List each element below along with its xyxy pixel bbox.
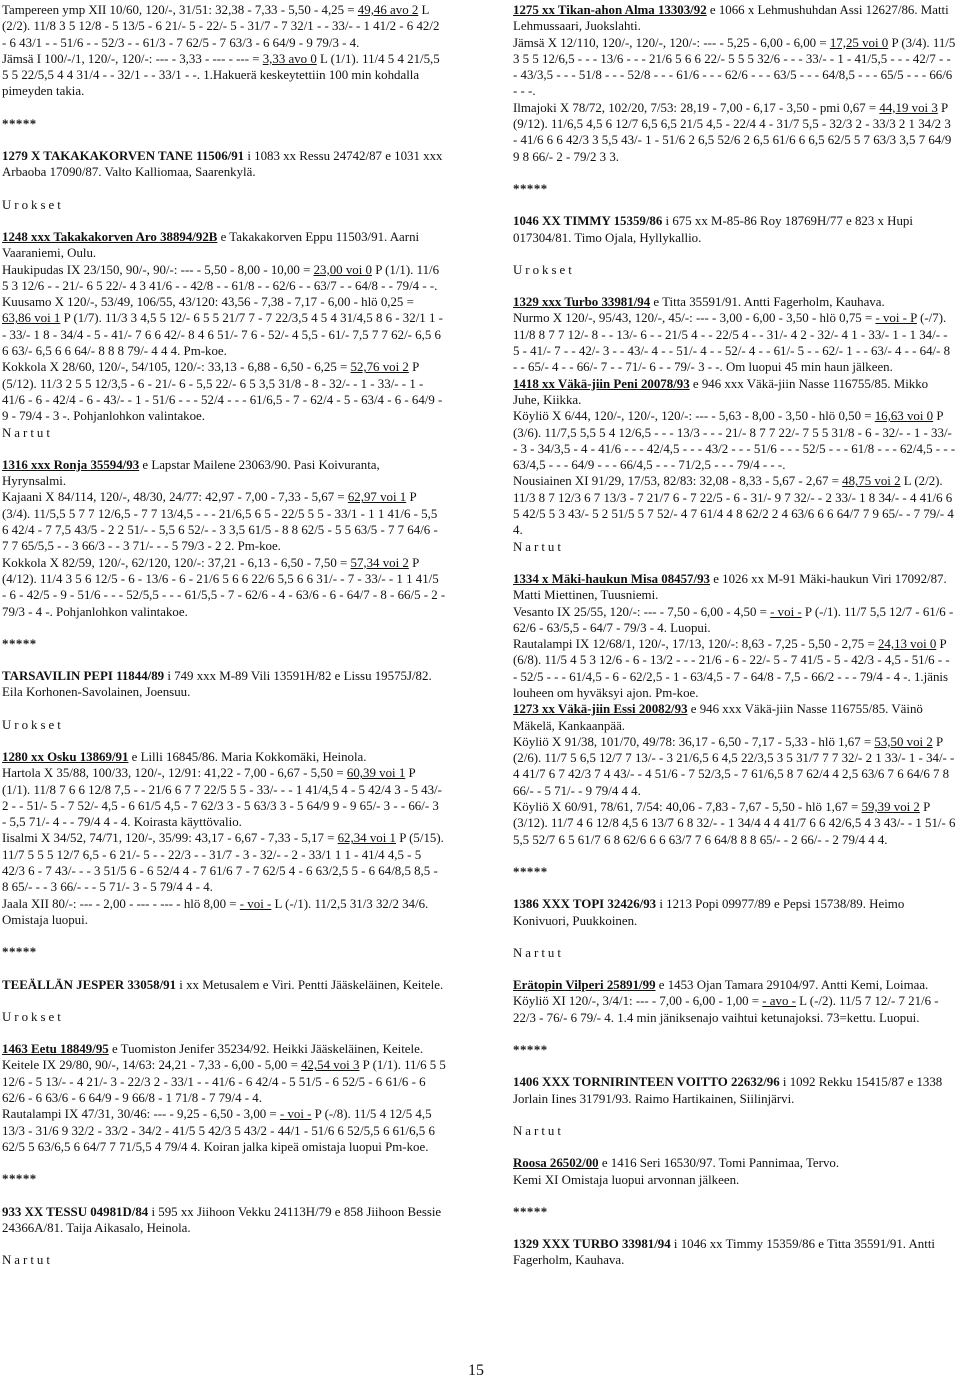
text-paragraph [2,148,446,181]
spacer [2,441,446,457]
section-label [2,197,446,213]
text-paragraph [2,977,446,993]
section-label [513,1123,957,1139]
spacer [513,848,957,864]
dog-heading: 933 XX TESSU 04981D/84 [2,1204,149,1219]
text-run: Kajaani X 84/114, 120/-, 48/30, 24/77: 42,97 - 7,00 - 7,33 - 5,67 = [2,490,348,505]
text-paragraph [513,701,957,734]
dog-heading: TEEÄLLÄN JESPER 33058/91 [2,977,177,992]
text-paragraph [2,1204,446,1237]
text-paragraph [513,1172,957,1188]
text-run: Kuusamo X 120/-, 53/49, 106/55, 43/120: 43,56 - 7,38 - 7,17 - 6,00 - hlö 0,25 = [2,295,414,310]
section-separator [513,1204,957,1220]
text-paragraph [2,2,446,51]
dog-heading: 1334 x Mäki-haukun Misa 08457/93 [513,571,710,586]
section-separator [513,864,957,880]
spacer [2,132,446,148]
dog-heading: 1280 xx Osku 13869/91 [2,749,129,764]
score-result: - voi - [770,604,802,619]
text-run: Tampereen ymp XII 10/60, 120/-, 31/51: 32,38 - 7,33 - 5,50 - 4,25 = [2,3,358,17]
section-separator [2,116,446,132]
text-run: ***** [2,945,37,960]
dog-heading: 1248 xxx Takakakorven Aro 38894/92B [2,229,218,244]
text-paragraph [513,571,957,604]
score-result: 24,13 voi 0 [877,637,937,652]
spacer [513,961,957,977]
text-run: Köyliö X 60/91, 78/61, 7/54: 40,06 - 7,83 - 7,67 - 5,50 - hlö 1,67 = [513,800,862,815]
text-paragraph [2,457,446,490]
dog-heading: 1279 X TAKAKAKORVEN TANE 11506/91 [2,149,245,164]
text-run: e Titta 35591/91. Antti Fagerholm, Kauhava. [650,295,885,310]
text-run: Keitele IX 29/80, 90/-, 14/63: 24,21 - 7,33 - 6,00 - 5,00 = [2,1058,302,1073]
text-paragraph [2,896,446,929]
text-paragraph [513,213,957,246]
text-run: P (3/4). 11/5 3 5 5 12/6,5 - - - 13/6 - - - 21/6 5 6 6 22/- 5 5 5 32/6 - - - 33/- - 1 - 41/5,5 - - - 42/7 - - - 43/3,5 - - - 51/8 - - - 52/8 - - - 61/6 - - - 62/6 - - - 63/5 - - - 64/8,5 - - - 65/5 - - - 66/6 - - -. [513,35,956,99]
text-run: P (5/12). 11/3 2 5 5 12/3,5 - 6 - 21/- 6 - 5,5 22/- 6 5 3,5 31/8 - 8 - 32/- - 1 - 33/- - 1 - 41/6 - 6 - 42/4 - 6 - 43/- - 1 - 51/6 - - - 52/4 - - - 61/6,5 - 7 - 62/4 - 5 - 63/4 - 6 - 64/9 - 9 - 79/4 - 3 -. Pohjanlohkon valintakoe. [2,360,443,424]
text-run: e 1026 xx M-91 Mäki-haukun Viri 17092/87. Matti Miettinen, Tuusniemi. [513,571,947,603]
text-run: L (1/1). 11/4 5 4 21/5,5 5 5 22/5,5 4 4 31/4 - - 32/1 - - 33/1 - -. 1.Hakuerä keskeytettiin 100 min kohdalla pimeyden takia. [2,51,440,99]
spacer [513,1026,957,1042]
score-result: 48,75 voi 2 [842,474,901,489]
spacer [2,961,446,977]
section-label [2,425,446,441]
text-run: P (3/12). 11/7 4 6 12/8 4,5 6 13/7 6 8 32/- - 1 34/4 4 4 41/7 6 6 42/6,5 4 3 43/- - 1 51/- 6 5,5 52/7 6 5 61/7 6 8 62/6 6 6 63/7 7 6 64/8 8 8 65/- - 2 66/- - 2 79/4 4 4. [513,800,956,847]
text-paragraph [513,376,957,409]
score-result: 3,33 avo 0 [262,51,317,66]
spacer [2,181,446,197]
text-run: P (1/7). 11/3 3 4,5 5 12/- 6 5 5 21/7 7 - 7 22/3,5 4 5 4 31/4,5 8 6 - 32/1 1 - - 33/- 1 8 - 34/4 - 5 - 41/- 7 6 6 42/- 8 4 6 51/- 7 6 - 52/- 4 5,5 - 61/- 7,5 7 7 62/- 6,5 6 6 63/- 6,5 6 6 64/- 8 8 8 79/- 4 4 4. Pm-koe. [2,311,443,359]
text-run: Ilmajoki X 78/72, 102/20, 7/53: 28,19 - 7,00 - 6,17 - 3,50 - pmi 0,67 = [513,100,880,115]
dog-heading: 1418 xx Väkä-jiin Peni 20078/93 [513,376,690,391]
text-run: i 1083 xx Ressu 24742/87 e 1031 xxx Arbaoba 17090/87. Valto Kalliomaa, Saarenkylä. [2,149,443,180]
text-run: ***** [2,636,37,651]
text-paragraph [513,473,957,538]
score-result: 62,34 voi 1 [337,831,396,846]
text-paragraph [513,896,957,929]
text-run: e Tuomiston Jenifer 35234/92. Heikki Jääskeläinen, Keitele. [108,1042,424,1057]
text-paragraph [2,489,446,554]
text-run: Haukipudas IX 23/150, 90/-, 90/-: --- - 5,50 - 8,00 - 10,00 = [2,262,314,277]
spacer [2,1155,446,1171]
section-label [2,1252,446,1268]
text-run: ***** [513,864,548,879]
text-run: Rautalampi IX 47/31, 30/46: --- - 9,25 - 6,50 - 3,00 = [2,1107,280,1122]
score-result: 62,97 voi 1 [347,490,407,505]
text-run: L (-/2). 11/5 7 12/- 7 21/6 - 22/3 - 76/- 6 79/- 4. 1.4 min jäniksenajo vaihtui ketunajoksi. 73=kettu. Luopui. [513,994,939,1025]
text-run: Hartola X 35/88, 100/33, 120/-, 12/91: 41,22 - 7,00 - 6,67 - 5,50 = [2,766,347,781]
text-run: Urokset [513,262,575,277]
text-paragraph [2,830,446,895]
score-result: 17,25 voi 0 [829,35,889,50]
text-run: e Lapstar Mailene 23063/90. Pasi Koivuranta, Hyrynsalmi. [2,457,380,489]
text-run: Köyliö XI 120/-, 3/4/1: --- - 7,00 - 6,00 - 1,00 = [513,994,763,1009]
text-run: P (2/6). 11/7 5 6,5 12/7 7 13/- - 3 21/6,5 6 4,5 22/3,5 3 5 31/7 7 7 32/- 2 1 33/- 1 - 34/- - 4 41/7 6 7 42/3 7 4 43/- - 4 51/6 - 7 52/3,5 - 7 61/6,5 8 7 62/4 4 2,5 63/6 7 6 64/6 7 8 66/- - 5 71/- - 9 79/4 4 4. [513,734,955,798]
text-run: e Takakakorven Eppu 11503/91. Aarni Vaaraniemi, Oulu. [2,229,420,261]
section-separator [2,636,446,652]
text-paragraph [2,765,446,830]
text-run: i 595 xx Jiihoon Vekku 24113H/79 e 858 Jiihoon Bessie 24366A/81. Taija Aikasalo, Heinola. [2,1204,442,1235]
text-run: Urokset [2,197,64,212]
text-run: e 946 xxx Väkä-jiin Nasse 116755/85. Väinö Mäkelä, Kankaanpää. [513,702,923,733]
section-label [513,539,957,555]
spacer [2,1236,446,1252]
spacer [513,165,957,181]
text-paragraph [2,668,446,701]
text-run: Kemi XI Omistaja luopui arvonnan jälkeen. [513,1172,740,1187]
text-paragraph [513,2,957,35]
score-result: 49,46 avo 2 [357,3,419,17]
text-run: i xx Metusalem e Viri. Pentti Jääskeläinen, Keitele. [176,977,444,992]
spacer [2,100,446,116]
spacer [513,246,957,262]
text-run: Urokset [2,1009,64,1024]
right-column [513,2,957,1269]
text-run: P (1/1). 11/6 5 5 12/6 - 5 13/- - 4 21/- 3 - 22/3 2 - 33/1 - - 41/6 - 6 42/4 - 5 51/5 - 6 52/5 - 6 61/6 - 6 62/6 - 6 63/6 - 6 64/9 - 9 66/8 - 1 71/8 - 7 79/4 - 4. [2,1058,446,1106]
spacer [2,993,446,1009]
spacer [2,701,446,717]
spacer [2,1025,446,1041]
score-result: 57,34 voi 2 [350,555,409,570]
dog-heading: Erätopin Vilperi 25891/99 [513,978,656,993]
dog-heading: TARSAVILIN PEPI 11844/89 [2,669,165,684]
text-run: i 1213 Popi 09977/89 e Pepsi 15738/89. Heimo Konivuori, Puukkoinen. [513,897,905,928]
spacer [513,1058,957,1074]
text-paragraph [513,799,957,848]
text-paragraph [513,1074,957,1107]
spacer [2,1188,446,1204]
text-run: Kokkola X 82/59, 120/-, 62/120, 120/-: 37,21 - 6,13 - 6,50 - 7,50 = [2,555,351,570]
score-result: 44,19 voi 3 [879,100,938,115]
text-run: Köyliö X 91/38, 101/70, 49/78: 36,17 - 6,50 - 7,17 - 5,33 - hlö 1,67 = [513,734,875,749]
spacer [513,1139,957,1155]
text-run: L (2/2). 11/3 8 7 12/3 6 7 13/3 - 7 21/7 6 - 7 22/5 - 6 - 31/- 9 7 32/- - 2 33/- 1 8 34/- - 4 41/6 6 5 42/5 5 3 43/- 5 2 51/5 5 7 52/- 4 7 61/4 4 8 62/2 2 4 63/6 6 6 64/7 7 9 65/- - 7 79/- 4 4. [513,474,954,538]
dog-heading: 1329 xxx Turbo 33981/94 [513,295,651,310]
text-paragraph [2,51,446,100]
section-separator [513,181,957,197]
text-run: P (6/8). 11/5 4 5 3 12/6 - 6 - 13/2 - - - 21/6 - 6 - 22/- 5 - 7 41/5 - 5 - 42/3 - 4,5 - 51/6 - - - 52/5 - - - 61/4,5 - 6 - 62/2,5 - 1 - 63/4,5 - 7 - 64/8 - 7,5 - 66/2 - - - 79/4 - 4 -. 1.jänis louheen om hyväksyi ajon. Pm-koe. [513,637,950,700]
text-run: (-/7). 11/8 8 7 7 12/- 8 - - 13/- 6 - - 21/5 4 - - 22/5 4 - - 31/- 4 2 - 32/- 4 1 - 33/- 1 - 1 34/- - 5 - 41/- 7 - - 42/- 3 - - 43/- 4 - - 51/- 4 - - 52/- 4 - - 61/- 5 - - 62/- 1 - - 63/- 4 - - 64/- 8 - - 65/- 4 - - 66/- 7 - - 71/- 6 - - 79/- 3 - -. Om luopui 45 min haun jälkeen. [513,311,951,375]
spacer [2,652,446,668]
spacer [513,1188,957,1204]
spacer [513,1220,957,1236]
spacer [513,929,957,945]
text-run: P (1/1). 11/6 5 3 12/6 - - 21/- 6 5 22/- 4 3 41/6 - - 42/8 - - 61/8 - - 62/6 - - 63/7 - - 64/8 - - 79/4 - -. [2,262,440,293]
text-run: Jaala XII 80/-: --- - 2,00 - --- - --- - hlö 8,00 = [2,896,240,911]
text-paragraph [513,993,957,1026]
text-run: P (-/8). 11/5 4 12/5 4,5 13/3 - 31/6 9 32/2 - 33/2 - 34/2 - 41/5 5 42/3 5 43/2 - 44/1 - 51/6 6 52/5,5 6 61/6,5 6 62/5 5 63/6,5 6 64/7 7 71/5,5 4 79/4 4. Koiran jalka kipeä omistaja luopui Pm-koe. [2,1107,435,1154]
text-run: Köyliö X 6/44, 120/-, 120/-, 120/-: --- - 5,63 - 8,00 - 3,50 - hlö 0,50 = [513,409,875,424]
dog-heading: 1406 XXX TORNIRINTEEN VOITTO 22632/96 [513,1075,780,1090]
text-run: ***** [2,116,37,131]
spacer [513,880,957,896]
text-run: ***** [513,1043,548,1058]
page-number: 15 [468,1362,484,1379]
text-paragraph [2,555,446,620]
text-paragraph [2,1057,446,1106]
score-result: 16,63 voi 0 [874,409,934,424]
score-result: 60,39 voi 1 [346,766,406,781]
text-run: Iisalmi X 34/52, 74/71, 120/-, 35/99: 43,17 - 6,67 - 7,33 - 5,17 = [2,831,338,846]
text-paragraph [2,359,446,424]
text-paragraph [2,1106,446,1155]
spacer [2,213,446,229]
text-run: P (9/12). 11/6,5 4,5 6 12/7 6,5 6,5 21/5 4,5 - 22/4 4 - 31/7 5,5 - 32/3 2 - 33/3 2 1 34/2 3 - 41/6 6 6 42/3 3 5,5 43/- 1 - 51/6 2 6,5 52/6 2 6,5 61/6 6 6,5 62/5 5 7 63/3 3,5 7 64/9 9 8 66/- 2 - 79/2 3 3. [513,100,952,164]
text-run: P (3/6). 11/7,5 5,5 5 4 12/6,5 - - - 13/3 - - - 21/- 8 7 7 22/- 7 5 5 31/8 - 6 - 32/- - 1 - 33/- - 3 - 34/3,5 - 4 - 41/6 - - - 42/4,5 - - - 43/2 - - - 51/6 - - - 52/5 - - - 61/8 - - - 62/4,5 - - - 63/4,5 - - - 64/9 - - - 66/4,5 - - - 71/2,5 - - - 79/4 - - -. [513,409,956,473]
score-result: - avo - [762,994,796,1009]
dog-heading: 1273 xx Väkä-jiin Essi 20082/93 [513,702,688,717]
text-run: ***** [513,181,548,196]
score-result: - voi - [279,1107,312,1122]
text-run: i 1092 Rekku 15415/87 e 1338 Jorlain Iines 31791/93. Raimo Hartikainen, Siilinjärvi. [513,1075,943,1106]
text-run: Nartut [513,945,564,960]
dog-heading: Roosa 26502/00 [513,1156,599,1171]
spacer [2,620,446,636]
text-run: e 946 xxx Väkä-jiin Nasse 116755/85. Mikko Juhe, Kiikka. [513,376,929,407]
text-run: P (-/1). 11/7 5,5 12/7 - 61/6 - 62/6 - 63/5,5 - 64/7 - 79/3 - 4. Luopui. [513,604,954,635]
left-column [2,2,446,1268]
text-run: Nousiainen XI 91/29, 17/53, 82/83: 32,08 - 8,33 - 5,67 - 2,67 = [513,474,843,489]
text-run: ***** [2,1172,37,1187]
text-run: e 1453 Ojan Tamara 29104/97. Antti Kemi, Loimaa. [655,978,929,993]
text-run: ***** [513,1204,548,1219]
score-result: 42,54 voi 3 [301,1058,360,1073]
text-paragraph [513,604,957,637]
text-run: i 1046 xx Timmy 15359/86 e Titta 35591/91. Antti Fagerholm, Kauhava. [513,1237,935,1268]
text-run: Urokset [2,717,64,732]
section-label [2,717,446,733]
spacer [513,278,957,294]
dog-heading: 1275 xx Tikan-ahon Alma 13303/92 [513,3,707,17]
text-run: i 749 xxx M-89 Vili 13591H/82 e Lissu 19575J/82. Eila Korhonen-Savolainen, Joensuu. [2,669,432,700]
text-paragraph [2,1041,446,1057]
text-paragraph [513,977,957,993]
text-paragraph [513,310,957,375]
text-run: Nurmo X 120/-, 95/43, 120/-, 45/-: --- - 3,00 - 6,00 - 3,50 - hlö 0,75 = [513,311,876,326]
text-run: Rautalampi IX 12/68/1, 120/-, 17/13, 120/-: 8,63 - 7,25 - 5,50 - 2,75 = [513,637,878,652]
text-paragraph [2,749,446,765]
text-run: i 675 xx M-85-86 Roy 18769H/77 e 823 x Hupi 017304/81. Timo Ojala, Hyllykallio. [513,214,913,245]
text-run: Kokkola X 28/60, 120/-, 54/105, 120/-: 33,13 - 6,88 - 6,50 - 6,25 = [2,360,351,375]
text-paragraph [513,734,957,799]
section-label [513,945,957,961]
text-run: P (5/15). 11/7 5 5 5 12/7 6,5 - 6 21/- 5 - - 22/3 - - 31/7 - 3 - 32/- - 2 - 33/1 1 1 - 41/4 4,5 - 5 42/3 6 - 7 43/- - - 3 51/5 6 - 6 52/4 4 - 7 61/6 7 - 7 62/5 4 - 6 63/2,5 5 - 6 64/8,5 8,5 - 8 65/- - - 3 66/- - - 5 71/- 3 - 5 79/4 4 - 4. [2,831,444,895]
text-paragraph [2,229,446,262]
spacer [513,197,957,213]
spacer [513,555,957,571]
dog-heading: 1386 XXX TOPI 32426/93 [513,897,657,912]
score-result: 59,39 voi 2 [861,800,920,815]
text-paragraph [513,1155,957,1171]
text-run: Nartut [513,539,564,554]
text-run: Nartut [2,425,53,440]
score-result: - voi - P [875,311,917,326]
text-run: P (3/4). 11/5,5 5 7 7 12/6,5 - 7 7 13/4,5 - - - 21/6,5 6 5 - 22/5 5 5 - 33/1 - 1 1 41/6 - 5,5 6 42/4 - 7 7,5 43/5 - 2 2 51/- - 5,5 6 52/- - 3 3,5 61/5 - 8 8 62/5 - 5 5 63/5 - 7 7 64/6 - 7 7 65/5,5 - - 3 66/3 - - 3 71/- - - 5 79/3 - 2 2. Pm-koe. [2,490,438,554]
section-separator [2,1171,446,1187]
score-result: 52,76 voi 2 [350,360,409,375]
score-result: 23,00 voi 0 [313,262,372,277]
section-label [513,262,957,278]
score-result: - voi - [239,896,272,911]
text-run: L (-/1). 11/2,5 31/3 32/2 34/6. Omistaja luopui. [2,896,429,927]
section-separator [2,944,446,960]
dog-heading: 1046 XX TIMMY 15359/86 [513,214,663,229]
text-run: L (2/2). 11/8 3 5 12/8 - 5 13/5 - 6 21/- 5 - 22/- 5 - 31/7 - 7 32/1 - - 33/- - 1 41/2 - 6 42/2 - 6 43/1 - - 51/6 - - 52/3 - - 61/3 - 7 62/5 - 7 63/3 - 6 64/9 - 9 79/3 - 4. [2,3,440,50]
text-run: Vesanto IX 25/55, 120/-: --- - 7,50 - 6,00 - 4,50 = [513,604,771,619]
text-run: e 1416 Seri 16530/97. Tomi Pannimaa, Tervo. [598,1156,840,1171]
text-run: e 1066 x Lehmushuhdan Assi 12627/86. Matti Lehmussaari, Juokslahti. [513,3,949,34]
text-run: e Lilli 16845/86. Maria Kokkomäki, Heinola. [128,749,367,764]
dog-heading: 1329 XXX TURBO 33981/94 [513,1237,671,1252]
spacer [513,1107,957,1123]
text-run: Jämsä X 12/110, 120/-, 120/-, 120/-: --- - 5,25 - 6,00 - 6,00 = [513,35,830,50]
text-run: P (1/1). 11/8 7 6 6 12/8 7,5 - - 21/6 6 7 7 22/5 5 5 - 33/- - - 1 41/4,5 4 - 5 42/4 3 - 5 43/- 2 - - 51/- 5 - 7 52/- 4,5 - 6 61/5 4,5 - 7 62/3 3 - 5 63/3 3 - 5 64/9 9 - 9 65/- 3 - - 66/- 3 - 5,5 71/- 4 - - 79/4 4 - 4. Koirasta käyttövalio. [2,766,442,830]
score-result: 53,50 voi 2 [874,734,933,749]
text-paragraph [513,294,957,310]
spacer [2,928,446,944]
text-paragraph [513,1236,957,1269]
text-run: P (4/12). 11/4 3 5 6 12/5 - 6 - 13/6 - 6 - 21/6 5 6 6 22/6 5,5 6 6 31/- - 7 - 33/- - 1 1 41/5 - 6 - 42/5 - 9 - 51/6 - - - 52/5,5 - - - 61/5,5 - 7 - 62/6 - 4 - 63/6 - 6 - 64/7 - 8 - 66/5 - 2 - 79/3 - 4 -. Pohjanlohkon valintakoe. [2,555,446,619]
text-run: Nartut [2,1253,53,1268]
section-label [2,1009,446,1025]
spacer [2,733,446,749]
text-paragraph [513,100,957,165]
text-run: Jämsä I 100/-/1, 120/-, 120/-: --- - 3,33 - --- - --- = [2,51,263,66]
score-result: 63,86 voi 1 [2,311,61,326]
section-separator [513,1042,957,1058]
text-paragraph [513,636,957,701]
text-paragraph [2,262,446,295]
text-paragraph [513,408,957,473]
dog-heading: 1463 Eetu 18849/95 [2,1042,109,1057]
text-paragraph [513,35,957,100]
text-run: Nartut [513,1123,564,1138]
text-paragraph [2,294,446,359]
dog-heading: 1316 xxx Ronja 35594/93 [2,457,140,472]
